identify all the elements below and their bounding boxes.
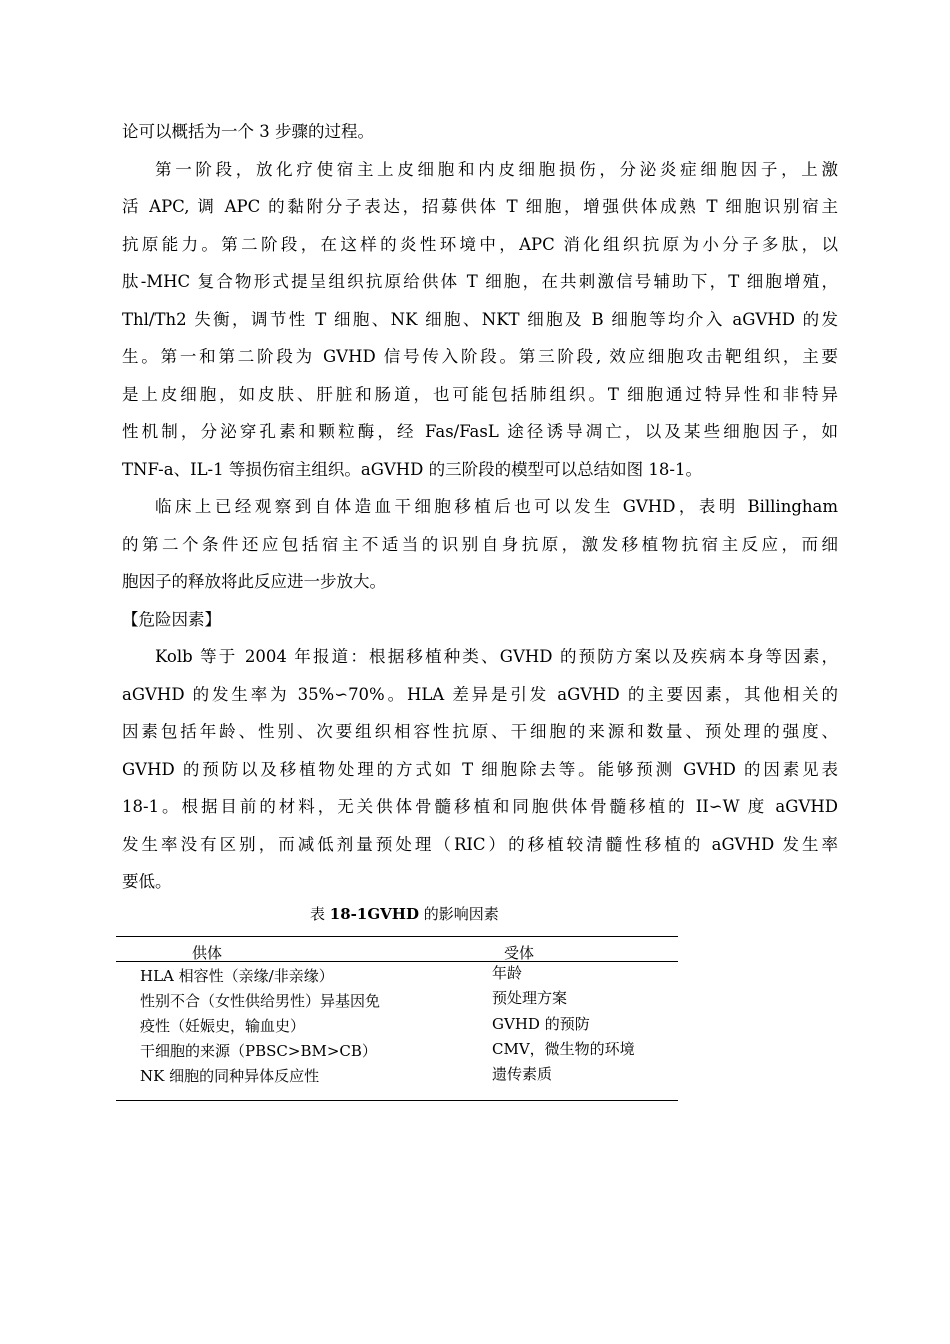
section-heading: 【危险因素】 bbox=[122, 609, 221, 629]
text-line: 胞因子的释放将此反应进一步放大。 bbox=[122, 572, 386, 591]
text-line: Kolb 等于 2004 年报道：根据移植种类、GVHD 的预防方案以及疾病本身等因素， bbox=[155, 647, 838, 666]
table-top-rule bbox=[116, 936, 678, 937]
donor-factor: 疫性（妊娠史，输血史） bbox=[140, 1017, 306, 1035]
text-line: 第一阶段，放化疗使宿主上皮细胞和内皮细胞损伤，分泌炎症细胞因子，上激 bbox=[155, 159, 838, 179]
header-donor: 供体 bbox=[192, 944, 223, 962]
text-line: TNF-a、IL-1 等损伤宿主组织。aGVHD 的三阶段的模型可以总结如图 18-1。 bbox=[122, 459, 702, 479]
text-line: Thl/Th2 失衡，调节性 T 细胞、NK 细胞、NKT 细胞及 B 细胞等均介入 aGVHD 的发 bbox=[122, 309, 838, 329]
text-line: 的第二个条件还应包括宿主不适当的识别自身抗原，激发移植物抗宿主反应，而细 bbox=[122, 534, 838, 554]
text-line: 因素包括年龄、性别、次要组织相容性抗原、干细胞的来源和数量、预处理的强度、 bbox=[122, 722, 838, 741]
text-line: 肽-MHC 复合物形式提呈组织抗原给供体 T 细胞，在共刺激信号辅助下，T 细胞增殖， bbox=[122, 272, 838, 291]
table-bottom-rule bbox=[116, 1100, 678, 1101]
text-line: 性机制，分泌穿孔素和颗粒酶，经 Fas/FasL 途径诱导凋亡，以及某些细胞因子，如 bbox=[122, 422, 838, 441]
header-recipient: 受体 bbox=[504, 944, 535, 962]
donor-factor: NK 细胞的同种异体反应性 bbox=[140, 1067, 320, 1085]
text-line: 发生率没有区别，而减低剂量预处理（RIC）的移植较清髓性移植的 aGVHD 发生率 bbox=[122, 834, 838, 854]
text-line: 是上皮细胞，如皮肤、肝脏和肠道，也可能包括肺组织。T 细胞通过特异性和非特异 bbox=[122, 384, 838, 404]
table-caption bbox=[310, 903, 510, 924]
text-line: 论可以概括为一个 3 步骤的过程。 bbox=[122, 122, 374, 141]
donor-factor: 干细胞的来源（PBSC>BM>CB） bbox=[140, 1042, 377, 1060]
text-line: aGVHD 的发生率为 35%∽70%。HLA 差异是引发 aGVHD 的主要因素，其他相关的 bbox=[122, 684, 838, 704]
text-line: 18-1。根据目前的材料，无关供体骨髓移植和同胞供体骨髓移植的 II∽W 度 aGVHD bbox=[122, 797, 838, 816]
donor-factor: HLA 相容性（亲缘/非亲缘） bbox=[140, 967, 334, 985]
text-line: GVHD 的预防以及移植物处理的方式如 T 细胞除去等。能够预测 GVHD 的因素见表 bbox=[122, 759, 838, 779]
recipient-factor: 遗传素质 bbox=[492, 1065, 553, 1083]
text-line: 临床上已经观察到自体造血干细胞移植后也可以发生 GVHD，表明 Billingham bbox=[155, 497, 838, 516]
text-line: 生。第一和第二阶段为 GVHD 信号传入阶段。第三阶段, 效应细胞攻击靶组织，主要 bbox=[122, 347, 838, 366]
text-line: 要低。 bbox=[122, 872, 172, 891]
text-line: 抗原能力。第二阶段，在这样的炎性环境中，APC 消化组织抗原为小分子多肽，以 bbox=[122, 234, 838, 254]
recipient-factor: GVHD 的预防 bbox=[492, 1015, 590, 1033]
table-header-rule bbox=[116, 961, 678, 962]
recipient-factor: 预处理方案 bbox=[492, 989, 568, 1007]
body-text bbox=[122, 113, 838, 901]
caption-suffix: 的影响因素 bbox=[418, 905, 499, 923]
text-line: 活 APC, 调 APC 的黏附分子表达，招募供体 T 细胞，增强供体成熟 T 细胞识别宿主 bbox=[122, 197, 838, 216]
donor-factor: 性别不合（女性供给男性）异基因免 bbox=[140, 992, 381, 1010]
factors-table bbox=[116, 936, 678, 1102]
caption-number: 18-1GVHD bbox=[329, 905, 419, 923]
caption-prefix: 表 bbox=[310, 905, 330, 923]
recipient-factor: CMV，微生物的环境 bbox=[492, 1040, 635, 1058]
recipient-factor: 年龄 bbox=[492, 964, 523, 982]
